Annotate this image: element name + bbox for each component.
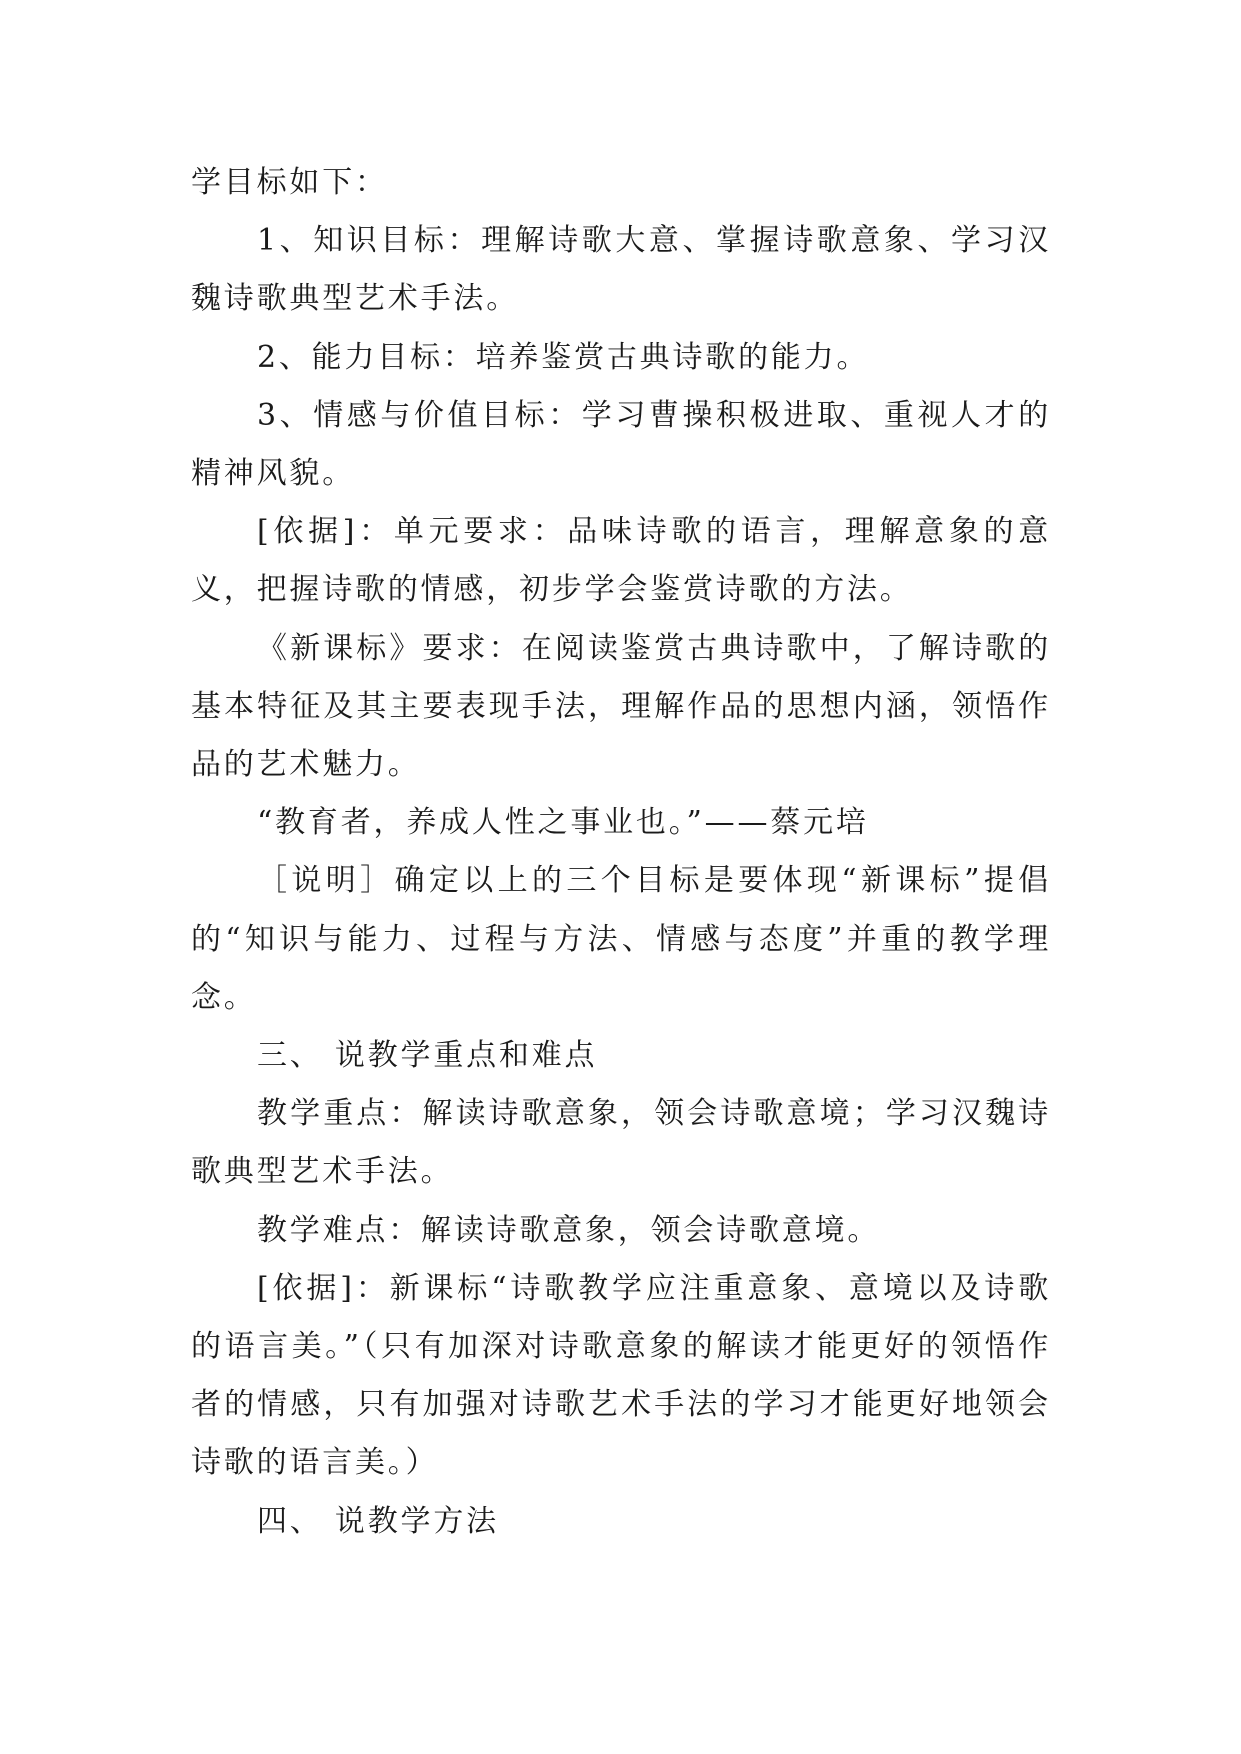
section-heading-methods: 四、 说教学方法: [257, 1503, 499, 1539]
paragraph-ability-goal: 2、能力目标：培养鉴赏古典诗歌的能力。: [257, 339, 870, 375]
paragraph-knowledge-goal: 1、知识目标：理解诗歌大意、掌握诗歌意象、学习汉魏诗歌典型艺术手法。: [191, 223, 1051, 317]
paragraph-key-points: 教学重点：解读诗歌意象，领会诗歌意境；学习汉魏诗歌典型艺术手法。: [191, 1096, 1051, 1190]
paragraph-basis-curriculum: [依据]：新课标“诗歌教学应注重意象、意境以及诗歌的语言美。”（只有加深对诗歌意象的解读才能更好的领悟作者的情感，只有加强对诗歌艺术手法的学习才能更好地领会诗歌的语言美。）: [191, 1270, 1051, 1481]
paragraph-explanation: ［说明］确定以上的三个目标是要体现“新课标”提倡的“知识与能力、过程与方法、情感与态度”并重的教学理念。: [191, 863, 1051, 1015]
paragraph-emotion-goal: 3、情感与价值目标：学习曹操积极进取、重视人才的精神风貌。: [191, 397, 1051, 492]
paragraph-quote: “教育者，养成人性之事业也。”——蔡元培: [257, 805, 869, 841]
section-heading-key-points: 三、 说教学重点和难点: [257, 1038, 598, 1074]
paragraph-new-curriculum: 《新课标》要求：在阅读鉴赏古典诗歌中，了解诗歌的基本特征及其主要表现手法，理解作品的思想内涵，领悟作品的艺术魅力。: [191, 630, 1051, 783]
paragraph-difficulties: 教学难点：解读诗歌意象，领会诗歌意境。: [257, 1212, 881, 1248]
paragraph-goals-intro: 学目标如下：: [191, 165, 388, 200]
document-body: [191, 154, 1051, 1551]
paragraph-basis-unit: [依据]：单元要求：品味诗歌的语言，理解意象的意义，把握诗歌的情感，初步学会鉴赏诗歌的方法。: [191, 514, 1051, 608]
